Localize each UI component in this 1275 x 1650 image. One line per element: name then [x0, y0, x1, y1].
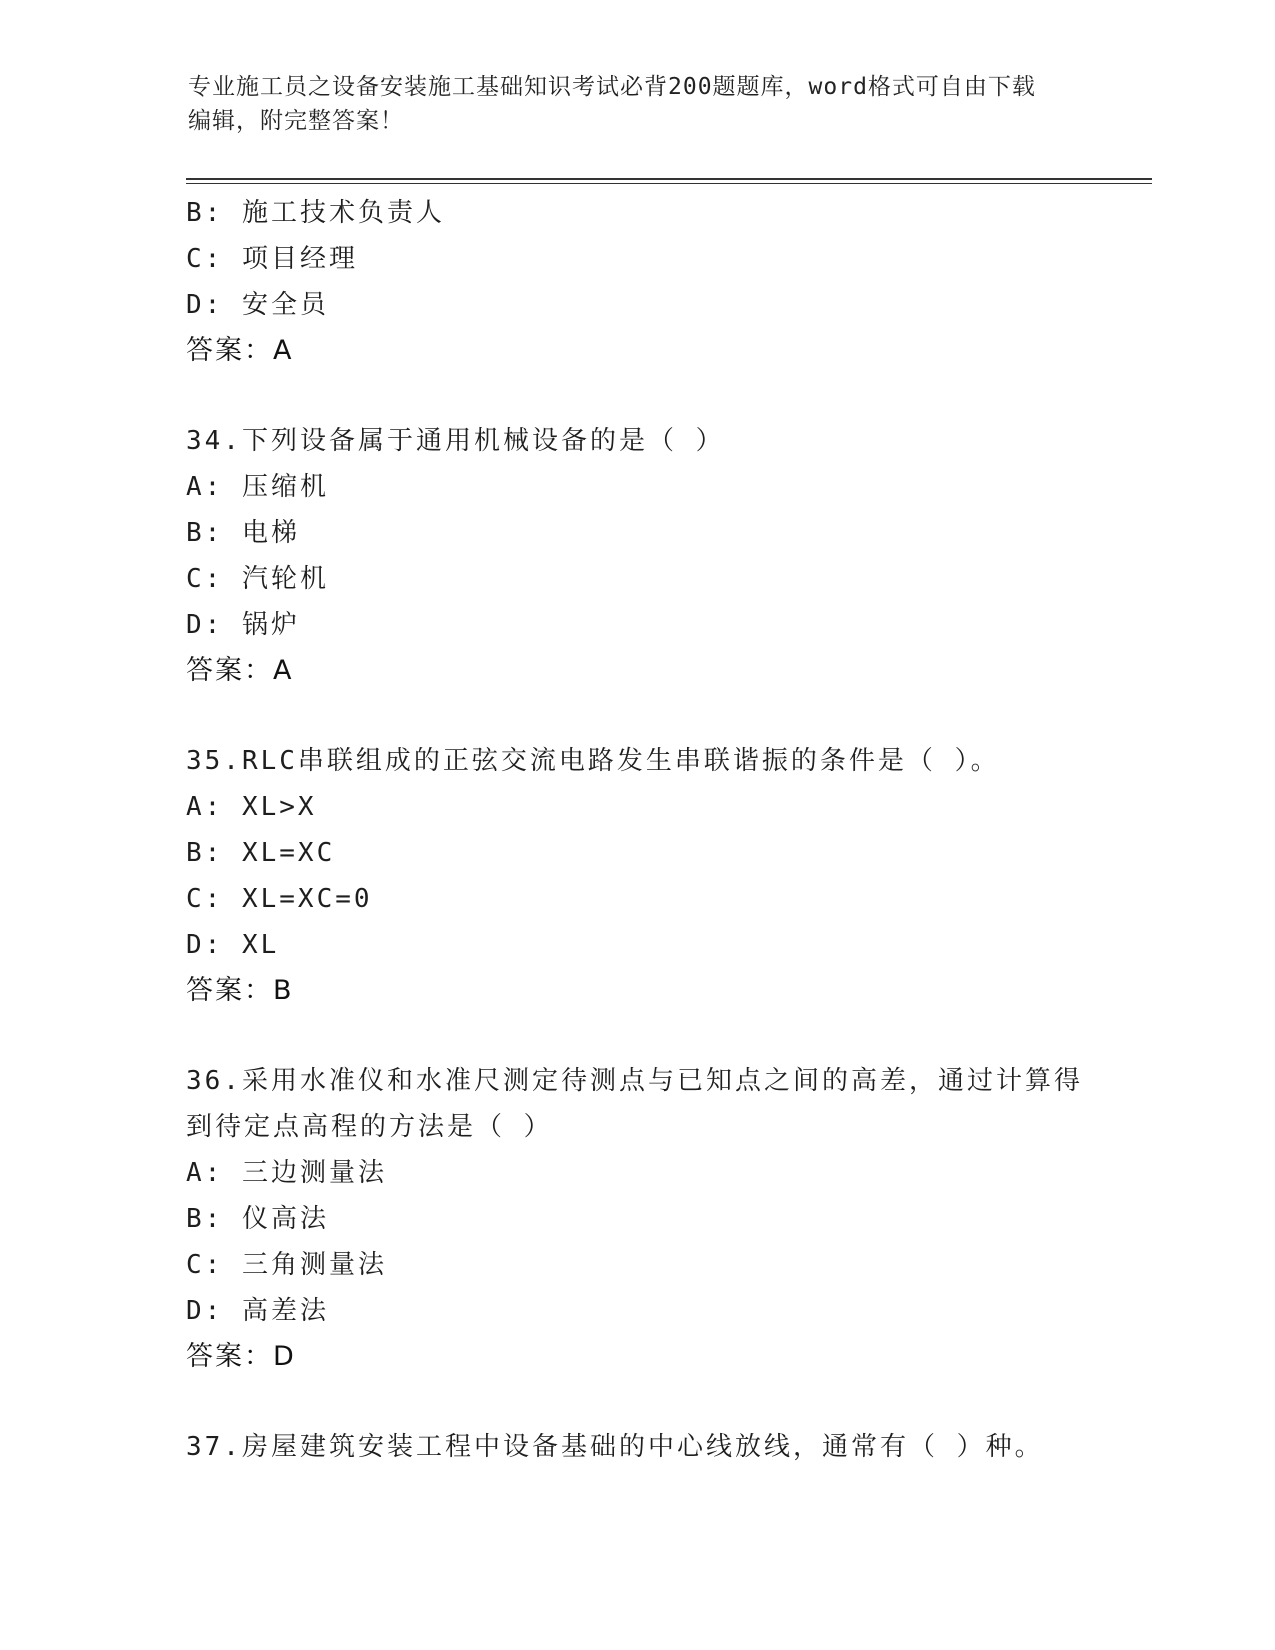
option-c: C: XL=XC=0: [186, 884, 373, 914]
option-b: B: 电梯: [186, 518, 300, 548]
option-d: D: 高差法: [186, 1296, 329, 1326]
option-c: C: 三角测量法: [186, 1250, 387, 1280]
option-b: B: XL=XC: [186, 838, 336, 868]
document-header: [188, 70, 1068, 138]
question-35: [186, 738, 1086, 1014]
spacer: [186, 1380, 1086, 1424]
question-33-continued: [186, 190, 1086, 374]
question-36: [186, 1058, 1086, 1380]
option-b: B: 施工技术负责人: [186, 198, 445, 228]
option-a: A: 压缩机: [186, 472, 329, 502]
question-text: 37.房屋建筑安装工程中设备基础的中心线放线，通常有（ ）种。: [186, 1432, 1044, 1462]
answer: 答案：A: [186, 655, 294, 686]
spacer: [186, 694, 1086, 738]
question-text: 35.RLC串联组成的正弦交流电路发生串联谐振的条件是（ ）。: [186, 746, 1000, 776]
option-a: A: XL>X: [186, 792, 317, 822]
option-c: C: 项目经理: [186, 244, 358, 274]
header-divider-thick: [186, 178, 1152, 180]
answer: 答案：D: [186, 1341, 296, 1372]
question-list: [186, 190, 1086, 1470]
spacer: [186, 1014, 1086, 1058]
question-34: [186, 418, 1086, 694]
option-b: B: 仪高法: [186, 1204, 329, 1234]
option-a: A: 三边测量法: [186, 1158, 387, 1188]
question-text-line-1: 36.采用水准仪和水准尺测定待测点与已知点之间的高差，通过计算得: [186, 1066, 1083, 1096]
answer: 答案：B: [186, 975, 294, 1006]
option-d: D: XL: [186, 930, 280, 960]
header-line-1: 专业施工员之设备安装施工基础知识考试必背200题题库，word格式可自由下载: [188, 74, 1036, 100]
header-line-2: 编辑，附完整答案！: [188, 108, 404, 134]
header-divider-thin: [186, 183, 1152, 184]
question-37: [186, 1424, 1086, 1470]
answer: 答案：A: [186, 335, 294, 366]
question-text-line-2: 到待定点高程的方法是（ ）: [186, 1112, 553, 1142]
option-c: C: 汽轮机: [186, 564, 329, 594]
option-d: D: 安全员: [186, 290, 329, 320]
option-d: D: 锅炉: [186, 610, 300, 640]
spacer: [186, 374, 1086, 418]
question-text: 34.下列设备属于通用机械设备的是（ ）: [186, 426, 725, 456]
